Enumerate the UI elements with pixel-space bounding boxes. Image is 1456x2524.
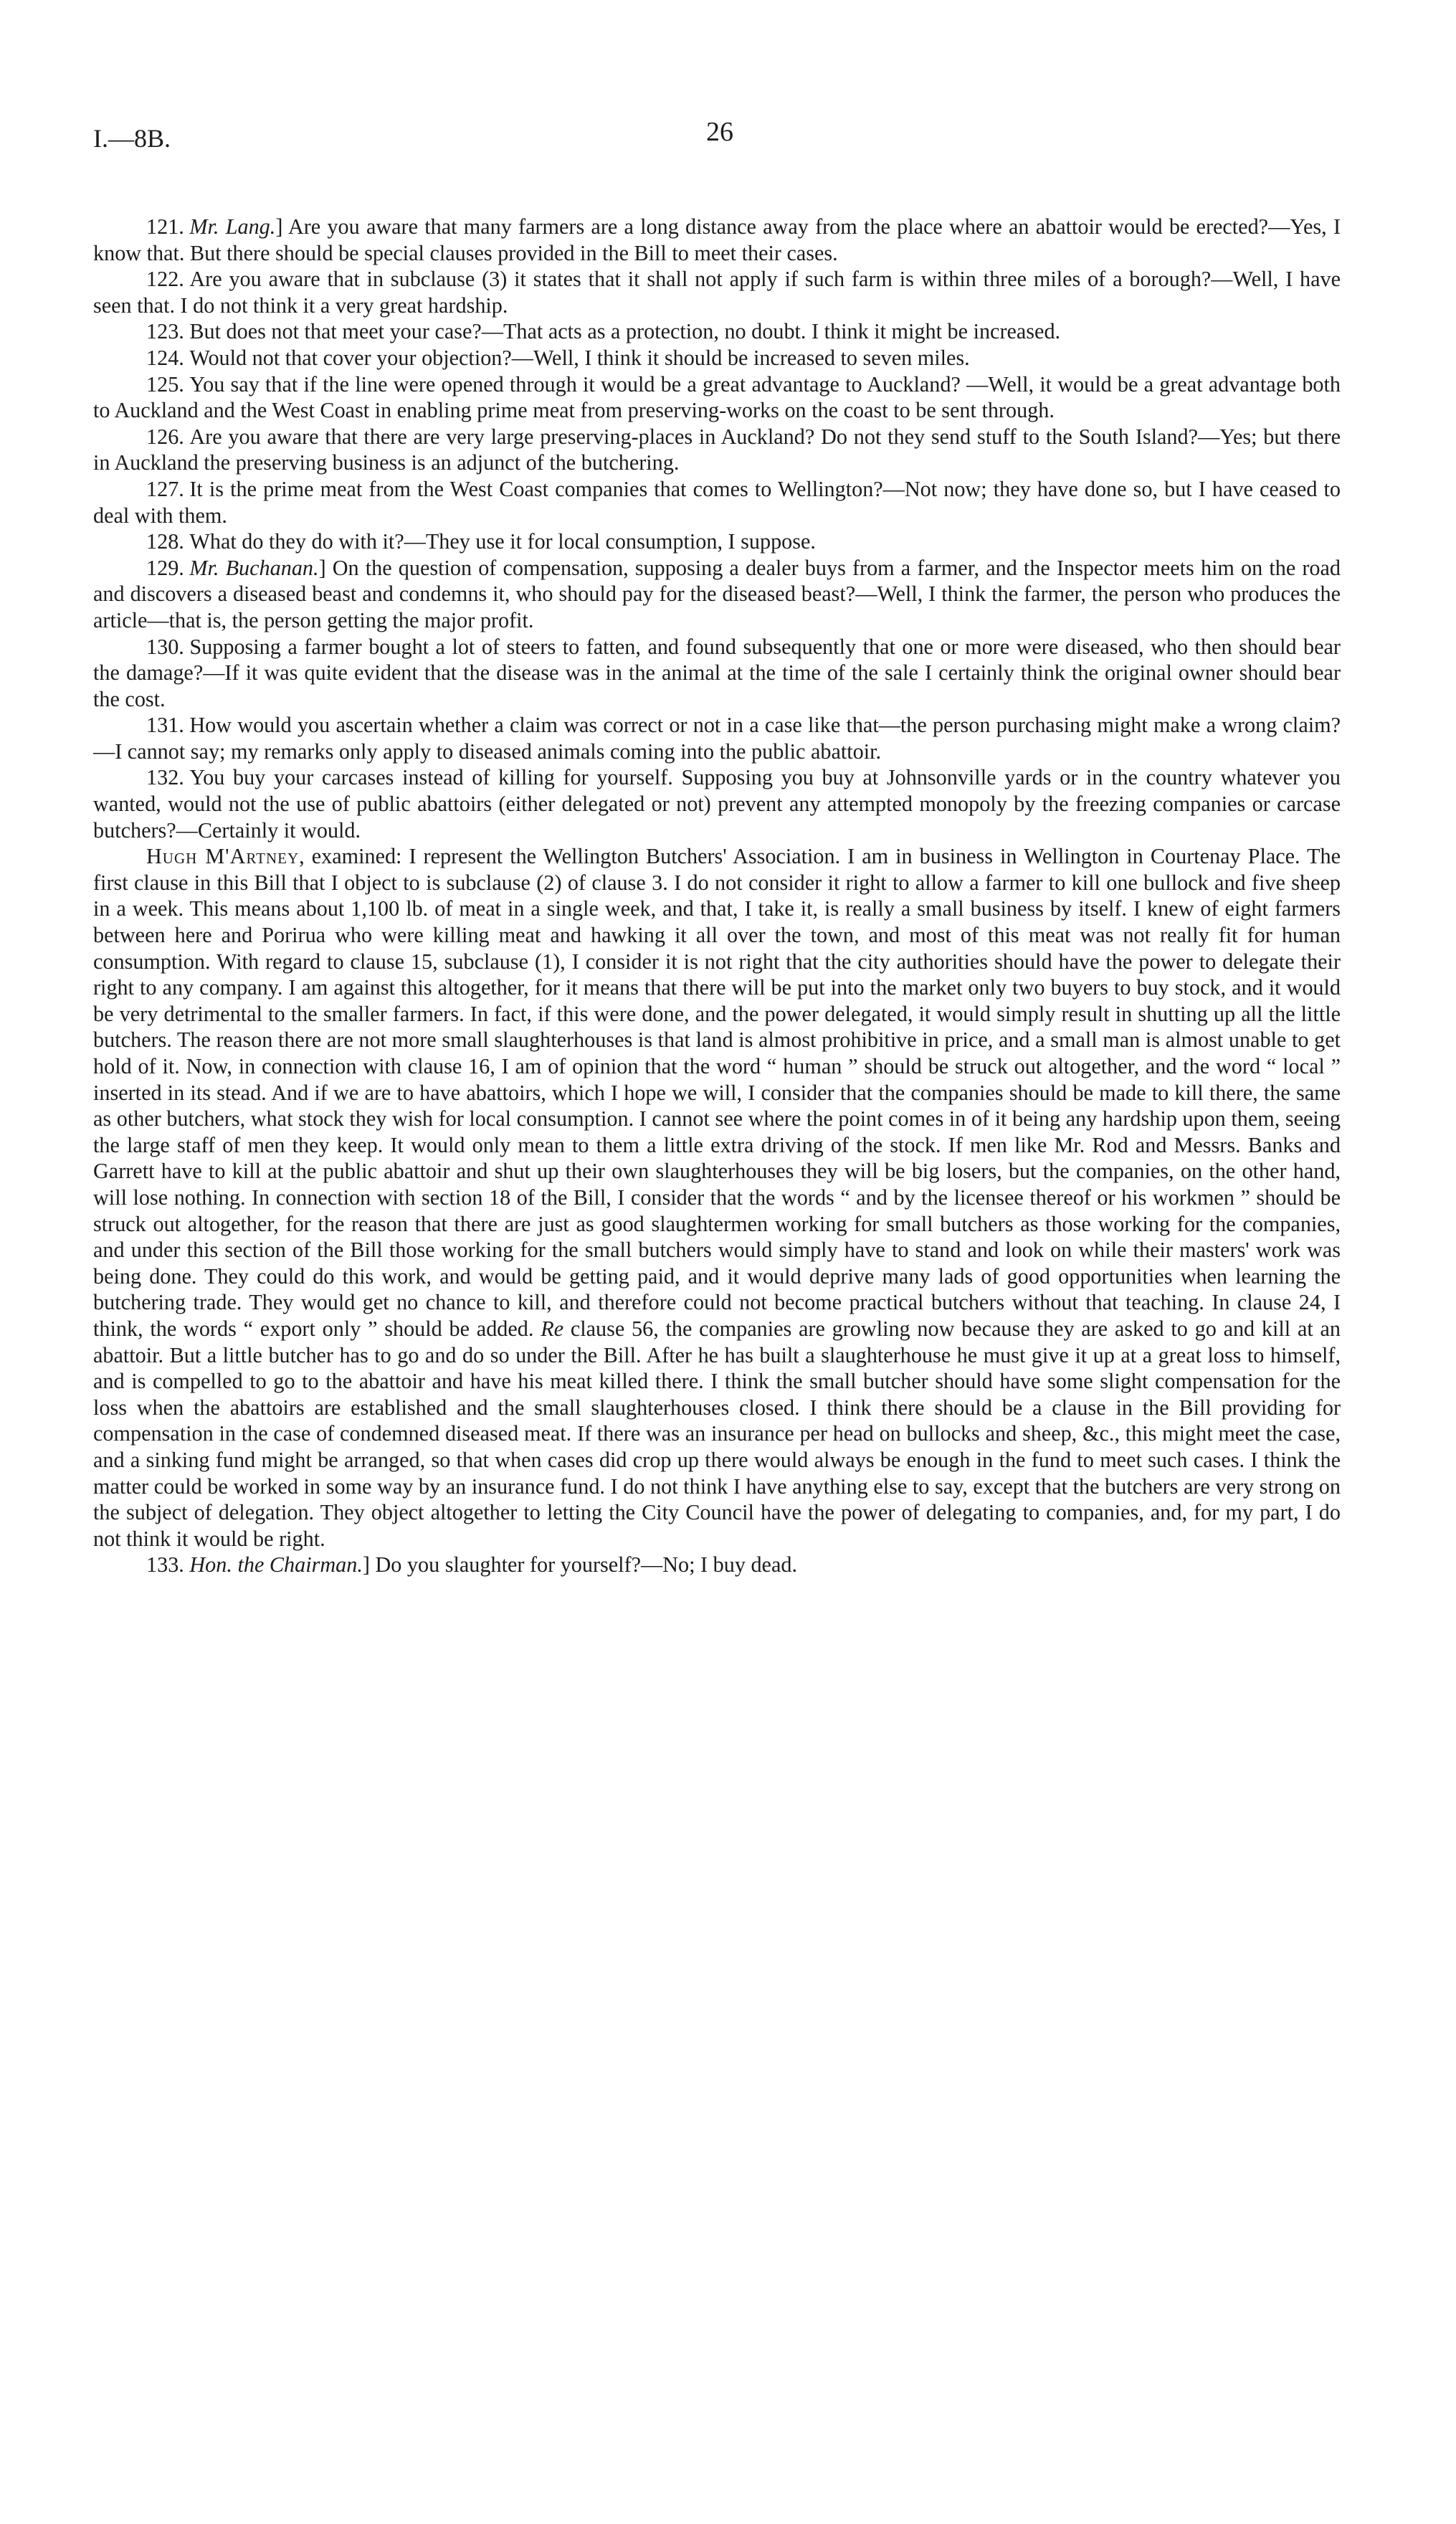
paragraph-text: It is the prime meat from the West Coast companies that comes to Wellington?—Not now; they have done so, but I have ceased to deal with them. — [93, 476, 1341, 528]
question-paragraph — [93, 318, 1341, 345]
question-paragraph — [93, 266, 1341, 318]
question-number: 132. — [146, 765, 184, 790]
question-number: 126. — [146, 424, 184, 449]
paragraph-text: You say that if the line were opened through it would be a great advantage to Auckland? —Well, it would be a great advantage both to Auckland and the West Coast in enabling prime meat from preserving-works on the coast to be sent through. — [93, 371, 1341, 423]
paragraph-text: Are you aware that in subclause (3) it states that it shall not apply if such farm is within three miles of a borough?—Well, I have seen that. I do not think it a very great hardship. — [93, 267, 1341, 318]
question-number: 131. — [146, 713, 184, 738]
speaker-name: Mr. Buchanan. — [189, 555, 319, 580]
witness-name: Hugh M'Artney — [146, 844, 300, 869]
question-paragraph — [93, 424, 1341, 476]
speaker-bracket: ] — [362, 1552, 376, 1578]
page-header — [93, 108, 1341, 158]
question-number: 128. — [146, 529, 184, 554]
question-paragraph — [93, 712, 1341, 764]
question-number: 123. — [146, 319, 184, 344]
question-paragraph — [93, 371, 1341, 424]
paragraph-text: Do you slaughter for yourself?—No; I buy dead. — [375, 1552, 797, 1578]
statement-text: I represent the Wellington Butchers' Association. I am in business in Wellington in Courtenay Place. The first clause in this Bill that I object to is subclause (2) of clause 3. I do not consider it right to allow a farmer to kill one bullock and five sheep in a week. This means about 1,100 lb. of meat in a single week, and that, I take it, is really a small business by itself. I knew of eight farmers between here and Porirua who were killing meat and hawking it all over the town, and most of this meat was not really fit for human consumption. With regard to clause 15, subclause (1), I consider it is not right that the city authorities should have the power to delegate their right to any company. I am against this altogether, for it means that there will be put into the market only two buyers to buy stock, and it would be very detrimental to the smaller farmers. In fact, if this were done, and the power delegated, it would simply result in shutting up all the little butchers. The reason there are not more small slaughterhouses is that land is almost prohibitive in price, and a small man is almost unable to get hold of it. Now, in connection with clause 16, I am of opinion that the word “ human ” should be struck out altogether, and the word “ local ” inserted in its stead. And if we are to have abattoirs, which I hope we will, I consider that the companies should be made to kill there, the same as other butchers, what stock they wish for local consumption. I cannot see where the point comes in of it being any hardship upon them, seeing the large staff of men they keep. It would only mean to them a little extra driving of the stock. If men like Mr. Rod and Messrs. Banks and Garrett have to kill at the public abattoir and shut up their own slaughterhouses they will be big losers, but the companies, on the other hand, will lose nothing. In connection with section 18 of the Bill, I consider that the words “ and by the licensee thereof or his workmen ” should be struck out altogether, for the reason that there are just as good slaughtermen working for small butchers as those working for the companies, and under this section of the Bill those working for the small butchers would simply have to stand and look on while their masters' work was being done. They could do this work, and would be getting paid, and it would deprive many lads of good opportunities when learning the butchering trade. They would get no chance to kill, and therefore could not become practical butchers without that teaching. In clause 24, I think, the words “ export only ” should be added. — [93, 844, 1341, 1341]
question-paragraph — [93, 528, 1341, 555]
page-number: 26 — [706, 117, 733, 147]
question-number: 130. — [146, 634, 184, 659]
question-number: 127. — [146, 476, 184, 501]
paper-reference: I.—8B. — [93, 124, 171, 153]
question-paragraph — [93, 1552, 1341, 1578]
paragraph-text: How would you ascertain whether a claim was correct or not in a case like that—the person purchasing might make a wrong claim?—I cannot say; my remarks only apply to diseased animals coming into the public abattoir. — [93, 713, 1341, 764]
question-number: 133. — [146, 1552, 184, 1578]
question-paragraph — [93, 214, 1341, 266]
witness-examined: , examined: — [299, 844, 409, 869]
document-body — [93, 214, 1341, 1578]
paragraph-text: Would not that cover your objection?—Well, I think it should be increased to seven miles. — [189, 345, 970, 370]
paragraph-text: But does not that meet your case?—That acts as a protection, no doubt. I think it might be increased. — [189, 319, 1061, 344]
document-page — [93, 108, 1341, 1578]
question-number: 129. — [146, 555, 184, 580]
question-number: 122. — [146, 267, 184, 292]
question-number: 124. — [146, 345, 184, 370]
question-number: 125. — [146, 371, 184, 397]
paragraph-text: Supposing a farmer bought a lot of steers to fatten, and found subsequently that one or more were diseased, who then should bear the damage?—If it was quite evident that the disease was in the animal at the time of the sale I certainly think the original owner should bear the cost. — [93, 634, 1341, 711]
speaker-name: Mr. Lang. — [189, 214, 276, 239]
speaker-bracket: ] — [275, 214, 288, 239]
question-paragraph — [93, 345, 1341, 371]
paragraph-text: Are you aware that there are very large preserving-places in Auckland? Do not they send stuff to the South Island?—Yes; but there in Auckland the preserving business is an adjunct of the butchering. — [93, 424, 1341, 475]
speaker-bracket: ] — [318, 555, 333, 580]
paragraph-text: Are you aware that many farmers are a long distance away from the place where an abattoir would be erected?—Yes, I know that. But there should be special clauses provided in the Bill to meet their cases. — [93, 214, 1341, 265]
paragraph-text: On the question of compensation, supposing a dealer buys from a farmer, and the Inspector meets him on the road and discovers a diseased beast and condemns it, who should pay for the diseased beast?—Well, I think the farmer, the person who produces the article—that is, the person getting the major profit. — [93, 555, 1341, 632]
question-paragraph — [93, 764, 1341, 843]
re-label: Re — [541, 1316, 564, 1341]
question-paragraph — [93, 634, 1341, 713]
paragraph-text: You buy your carcases instead of killing for yourself. Supposing you buy at Johnsonville yards or in the country whatever you wanted, would not the use of public abattoirs (either delegated or not) prevent any attempted monopoly by the freezing companies or carcase butchers?—Certainly it would. — [93, 765, 1341, 843]
question-paragraph — [93, 555, 1341, 634]
question-number: 121. — [146, 214, 184, 239]
question-paragraph — [93, 476, 1341, 528]
statement-text-continued: clause 56, the companies are growling now because they are asked to go and kill at an abattoir. But a little butcher has to go and do so under the Bill. After he has built a slaughterhouse he must give it up at a great loss to himself, and is compelled to go to the abattoir and have his meat killed there. I think the small butcher should have some slight compensation for the loss when the abattoirs are established and the small slaughterhouses closed. I think there should be a clause in the Bill providing for compensation in the case of condemned diseased meat. If there was an insurance per head on bullocks and sheep, &c., this might meet the case, and a sinking fund might be arranged, so that when cases did crop up there would always be enough in the fund to meet such cases. I think the matter could be worked in some way by an insurance fund. I do not think I have anything else to say, except that the butchers are very strong on the subject of delegation. They object altogether to letting the City Council have the power of delegating to companies, and, for my part, I do not think it would be right. — [93, 1316, 1341, 1551]
paragraph-text: What do they do with it?—They use it for local consumption, I suppose. — [189, 529, 816, 554]
witness-statement — [93, 843, 1341, 1552]
speaker-name: Hon. the Chairman. — [189, 1552, 363, 1578]
